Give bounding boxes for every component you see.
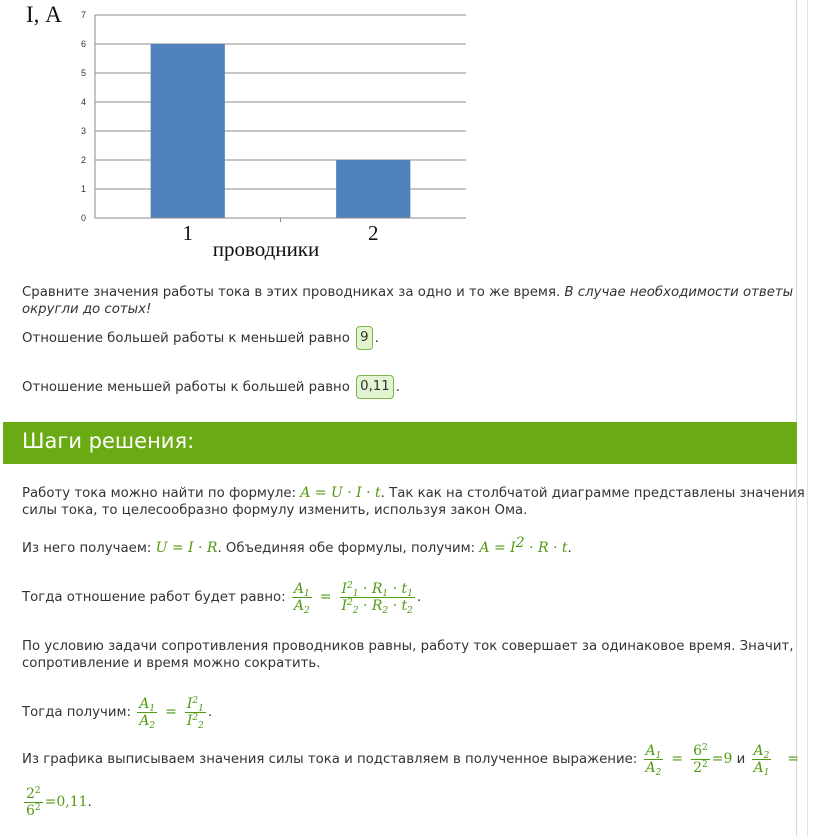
step-5-period: .: [207, 704, 213, 720]
step-6-period: .: [87, 794, 92, 810]
step-3: [22, 574, 421, 620]
question-hint-line2: округли до сотых!: [22, 302, 152, 317]
ratio-a1-a2-short: $\frac{A_1}{A_2}$: [139, 695, 156, 731]
step-2: [22, 535, 572, 557]
step-3-period: .: [416, 589, 422, 605]
step-6-line-1: [22, 736, 805, 782]
work-formula: A = U · I · t: [300, 485, 381, 501]
eq-sign: =: [671, 750, 684, 767]
answer-line-2: [22, 375, 400, 399]
chart-ytick-label: 2: [80, 155, 86, 165]
combined-formula: $A = I^2 \cdot R \cdot t$: [479, 535, 568, 556]
step-1-line-1: [22, 485, 805, 502]
answer-1-box[interactable]: 9: [356, 326, 372, 350]
chart-ytick-label: 7: [80, 10, 86, 20]
eq-sign: =: [787, 750, 800, 767]
question-hint-line1: В случае необходимости ответы: [564, 285, 794, 300]
step-4-line-1: По условию задачи сопротивления проводников равны, работу ток совершает за одинаковое время. Значит,: [22, 639, 794, 654]
chart-ytick-label: 3: [80, 126, 86, 136]
result-9: =9: [711, 750, 733, 767]
step-1-text: Работу тока можно найти по формуле:: [22, 486, 296, 501]
step-2-text: Из него получаем:: [22, 541, 152, 556]
step-2-middle: . Объединяя обе формулы, получим:: [217, 541, 476, 556]
answer-2-box[interactable]: 0,11: [356, 375, 394, 399]
scroll-edge: [807, 0, 808, 836]
step-1-line-2: силы тока, то целесообразно формулу изменить, используя закон Ома.: [22, 503, 528, 518]
chart-bar-2: [336, 160, 410, 218]
ratio-expanded: $\frac{I^2_1 \cdot R_1 \cdot t_1}{I^2_2 \cdot R_2 \cdot t_2}$: [341, 580, 413, 616]
chart-ytick-label: 6: [80, 39, 86, 49]
answer-line-1: [22, 326, 379, 350]
eq-sign: =: [165, 703, 177, 720]
step-2-period: .: [567, 541, 572, 556]
ratio-6-2: $\frac{6^2}{2^2}$: [693, 742, 708, 776]
solution-banner: [3, 422, 797, 464]
step-3-text: Тогда отношение работ будет равно:: [22, 589, 286, 605]
ratio-a1-a2: $\frac{A_1}{A_2}$: [293, 580, 310, 616]
ohm-law-formula: U = I · R: [155, 540, 218, 556]
chart-ytick-label: 0: [80, 213, 86, 223]
chart-xlabel: проводники: [212, 237, 320, 261]
chart-ylabel: I, А: [26, 2, 62, 27]
answer-1-label: Отношение большей работы к меньшей равно: [22, 331, 350, 346]
step-5-text: Тогда получим:: [22, 704, 132, 720]
answer-1-period: .: [374, 331, 379, 346]
chart-ytick-label: 4: [80, 97, 86, 107]
chart-xtick-label: 1: [182, 221, 193, 245]
chart-xtick-label: 2: [368, 221, 379, 245]
task-question: [22, 284, 793, 301]
step-1-text-after: . Так как на столбчатой диаграмме представлены значения: [380, 486, 805, 501]
ratio-2-6: $\frac{2^2}{6^2}$: [26, 785, 41, 819]
chart-ytick-label: 5: [80, 68, 86, 78]
current-bar-chart: [0, 0, 480, 265]
chart-ytick-label: 1: [80, 184, 86, 194]
ratio-a2-a1: $\frac{A_2}{A_1}$: [753, 742, 770, 778]
ratio-a1-a2-value: $\frac{A_1}{A_2}$: [645, 742, 662, 778]
answer-2-label: Отношение меньшей работы к большей равно: [22, 380, 350, 395]
and-word: и: [736, 751, 746, 767]
ratio-currents: $\frac{I^2_1}{I^2_2}$: [186, 695, 204, 731]
result-0-11: =0,11: [44, 793, 88, 810]
eq-sign: =: [319, 588, 332, 605]
step-4-line-2: сопротивление и время можно сократить.: [22, 656, 321, 671]
step-6-text: Из графика выписываем значения силы тока и подставляем в полученное выражение:: [22, 751, 638, 767]
answer-2-period: .: [395, 380, 400, 395]
step-6-line-2: [22, 780, 92, 824]
step-5: [22, 689, 212, 735]
chart-bar-1: [151, 44, 225, 218]
question-text: Сравните значения работы тока в этих проводниках за одно и то же время.: [22, 285, 561, 300]
solution-title: Шаги решения:: [22, 429, 195, 453]
